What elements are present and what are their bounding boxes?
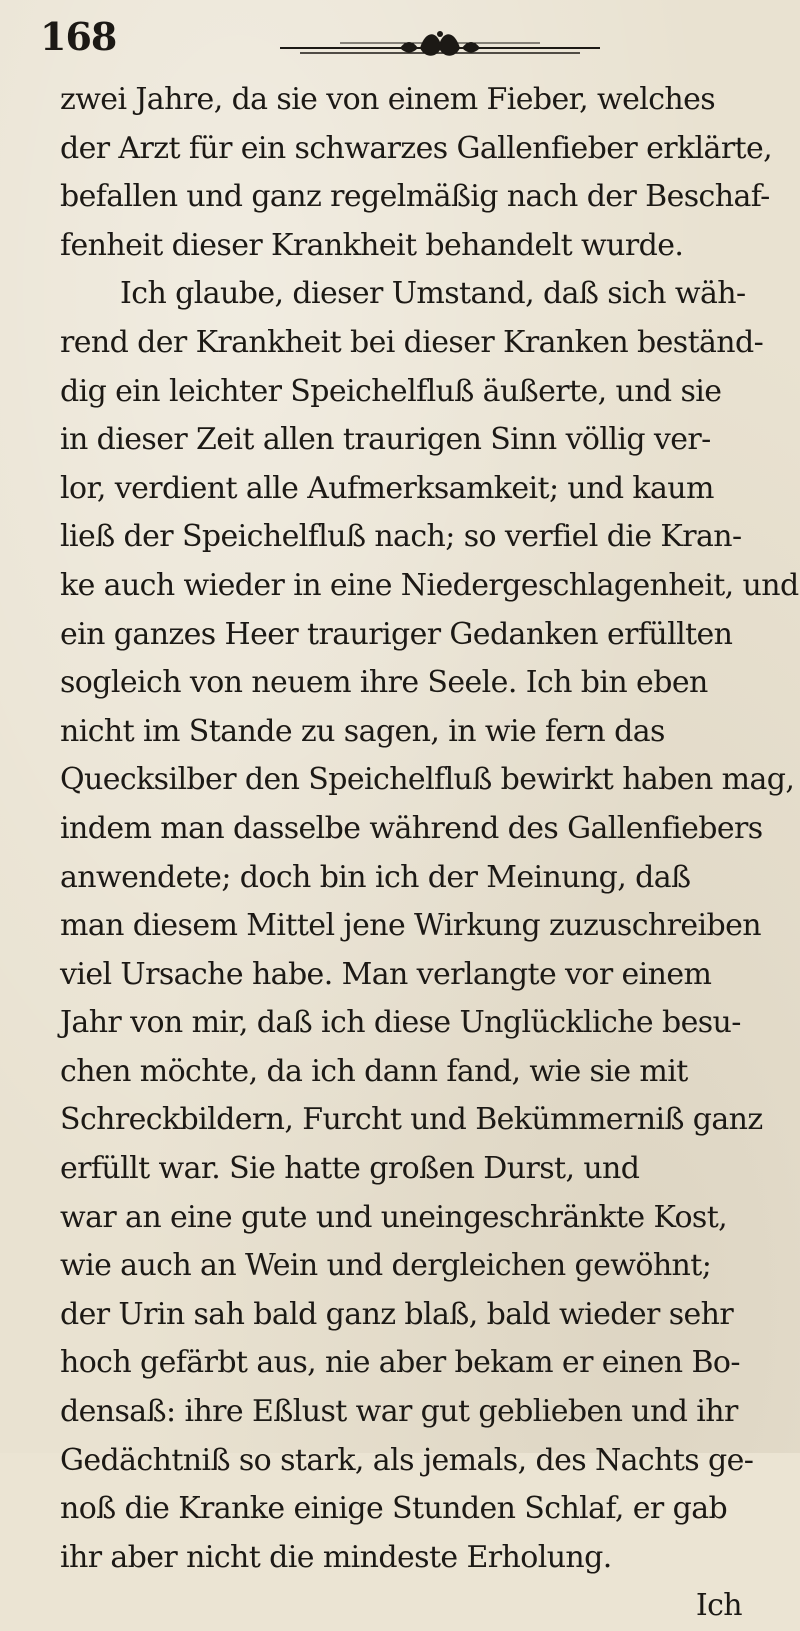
text-line: ke auch wieder in eine Niedergeschlagenheit, und [60,567,799,603]
text-line: hoch gefärbt aus, nie aber bekam er einen Bo- [60,1345,740,1381]
ornament-rule-icon [280,28,600,62]
text-line: Ich glaube, dieser Umstand, daß sich wäh- [120,276,746,312]
text-line: sogleich von neuem ihre Seele. Ich bin eben [60,665,708,701]
text-line: anwendete; doch bin ich der Meinung, daß [60,859,691,895]
text-line: erfüllt war. Sie hatte großen Durst, und [60,1151,640,1187]
text-line: rend der Krankheit bei dieser Kranken beständ- [60,324,764,360]
text-line: chen möchte, da ich dann fand, wie sie mit [60,1053,688,1089]
text-line: Jahr von mir, daß ich diese Unglückliche besu- [60,1005,741,1041]
text-line: indem man dasselbe während des Gallenfiebers [60,810,763,846]
text-line: der Arzt für ein schwarzes Gallenfieber erklärte, [60,130,773,166]
text-body [60,76,799,1631]
text-line: man diesem Mittel jene Wirkung zuzuschreiben [60,908,761,944]
text-line: in dieser Zeit allen traurigen Sinn völlig ver- [60,422,711,458]
text-line: Schreckbildern, Furcht und Bekümmerniß ganz [60,1102,763,1138]
text-line: Gedächtniß so stark, als jemals, des Nachts ge- [60,1442,754,1478]
text-line: befallen und ganz regelmäßig nach der Beschaf- [60,179,770,215]
catchword: Ich [695,1588,742,1624]
text-line: zwei Jahre, da sie von einem Fieber, welches [60,82,716,117]
text-line: viel Ursache habe. Man verlangte vor einem [60,956,712,992]
text-line: Quecksilber den Speichelfluß bewirkt haben mag, [60,762,795,798]
text-line: noß die Kranke einige Stunden Schlaf, er gab [60,1491,728,1527]
text-line: fenheit dieser Krankheit behandelt wurde. [60,227,684,263]
page-number: 168 [40,14,117,59]
text-line: nicht im Stande zu sagen, in wie fern das [60,713,665,749]
text-line: ließ der Speichelfluß nach; so verfiel die Kran- [60,519,742,555]
text-line: lor, verdient alle Aufmerksamkeit; und kaum [60,470,714,506]
text-line: dig ein leichter Speichelfluß äußerte, und sie [60,373,722,409]
text-line: der Urin sah bald ganz blaß, bald wieder sehr [60,1296,734,1332]
text-line: ein ganzes Heer trauriger Gedanken erfüllten [60,616,733,652]
text-line: ihr aber nicht die mindeste Erholung. [60,1539,612,1575]
text-line: wie auch an Wein und dergleichen gewöhnt; [60,1248,712,1284]
page-header [40,12,760,68]
text-line: war an eine gute und uneingeschränkte Kost, [60,1199,728,1235]
text-line: densaß: ihre Eßlust war gut geblieben und ihr [60,1394,738,1430]
